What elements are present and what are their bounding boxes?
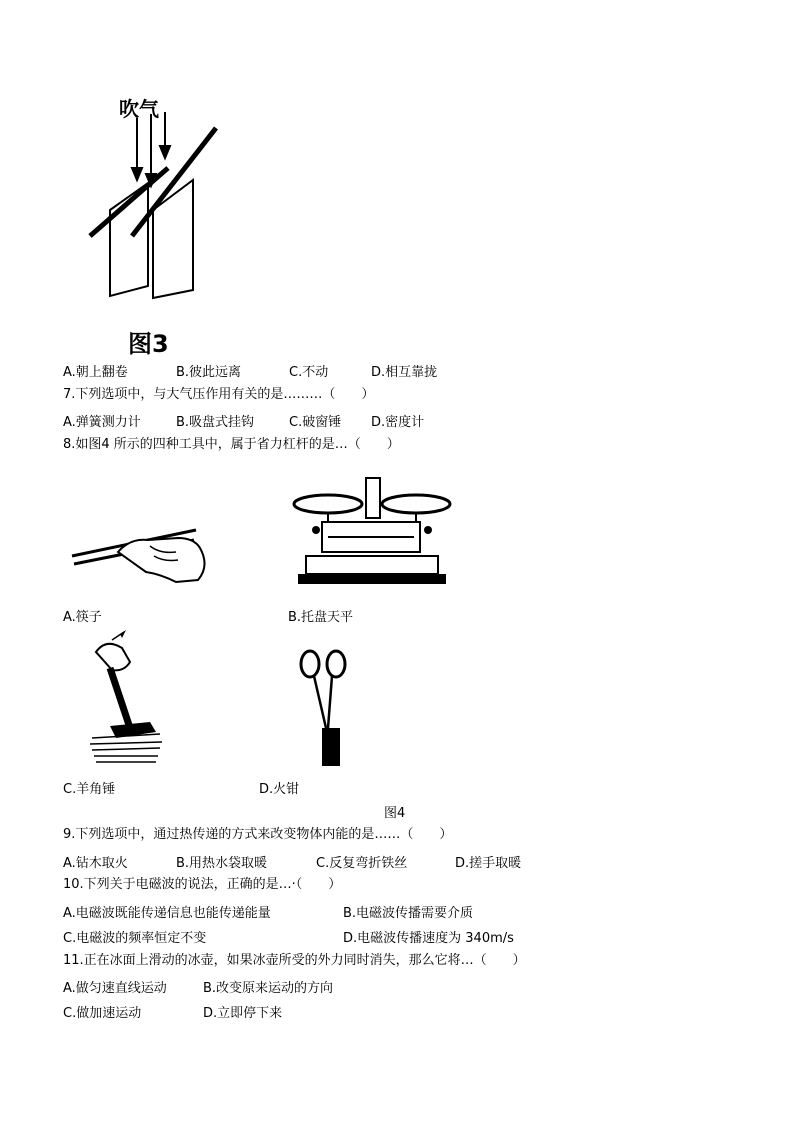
q7-stem: 7.下列选项中，与大气压作用有关的是………（ ）: [63, 387, 375, 402]
q11-stem: 11.正在冰面上滑动的冰壶，如果冰壶所受的外力同时消失，那么它将…（ ）: [63, 953, 526, 968]
q8-label-d: D.火钳: [259, 782, 300, 797]
q7-option-c: C.破窗锤: [289, 415, 342, 430]
q10-option-a: A.电磁波既能传递信息也能传递能量: [63, 906, 271, 921]
q9-option-b: B.用热水袋取暖: [176, 856, 268, 871]
q9-option-c: C.反复弯折铁丝: [316, 856, 408, 871]
q8-stem: 8.如图4 所示的四种工具中，属于省力杠杆的是…（ ）: [63, 437, 400, 452]
q10-option-c: C.电磁波的频率恒定不变: [63, 931, 207, 946]
q6-option-d: D.相互靠拢: [371, 365, 438, 380]
q7-option-a: A.弹簧测力计: [63, 415, 141, 430]
figure-3-caption: 图3: [128, 330, 169, 358]
q9-stem: 9.下列选项中，通过热传递的方式来改变物体内能的是……（ ）: [63, 827, 453, 842]
figure-4-caption: 图4: [384, 806, 406, 821]
q6-option-c: C.不动: [289, 365, 329, 380]
q11-option-b: B.改变原来运动的方向: [203, 981, 334, 996]
q6-option-a: A.朝上翻卷: [63, 365, 128, 380]
q6-option-b: B.彼此远离: [176, 365, 242, 380]
q11-option-c: C.做加速运动: [63, 1006, 142, 1021]
q11-option-d: D.立即停下来: [203, 1006, 283, 1021]
q8-label-c: C.羊角锤: [63, 782, 116, 797]
q7-option-b: B.吸盘式挂钩: [176, 415, 255, 430]
q9-option-a: A.钻木取火: [63, 856, 128, 871]
q10-option-b: B.电磁波传播需要介质: [343, 906, 474, 921]
q8-label-b: B.托盘天平: [288, 610, 354, 625]
q7-option-d: D.密度计: [371, 415, 425, 430]
q10-option-d: D.电磁波传播速度为 340m/s: [343, 931, 514, 946]
blow-label: 吹气: [119, 97, 159, 121]
q10-stem: 10.下列关于电磁波的说法，正确的是…·（ ）: [63, 877, 342, 892]
q11-option-a: A.做匀速直线运动: [63, 981, 167, 996]
q9-option-d: D.搓手取暖: [455, 856, 522, 871]
q8-label-a: A.筷子: [63, 610, 102, 625]
